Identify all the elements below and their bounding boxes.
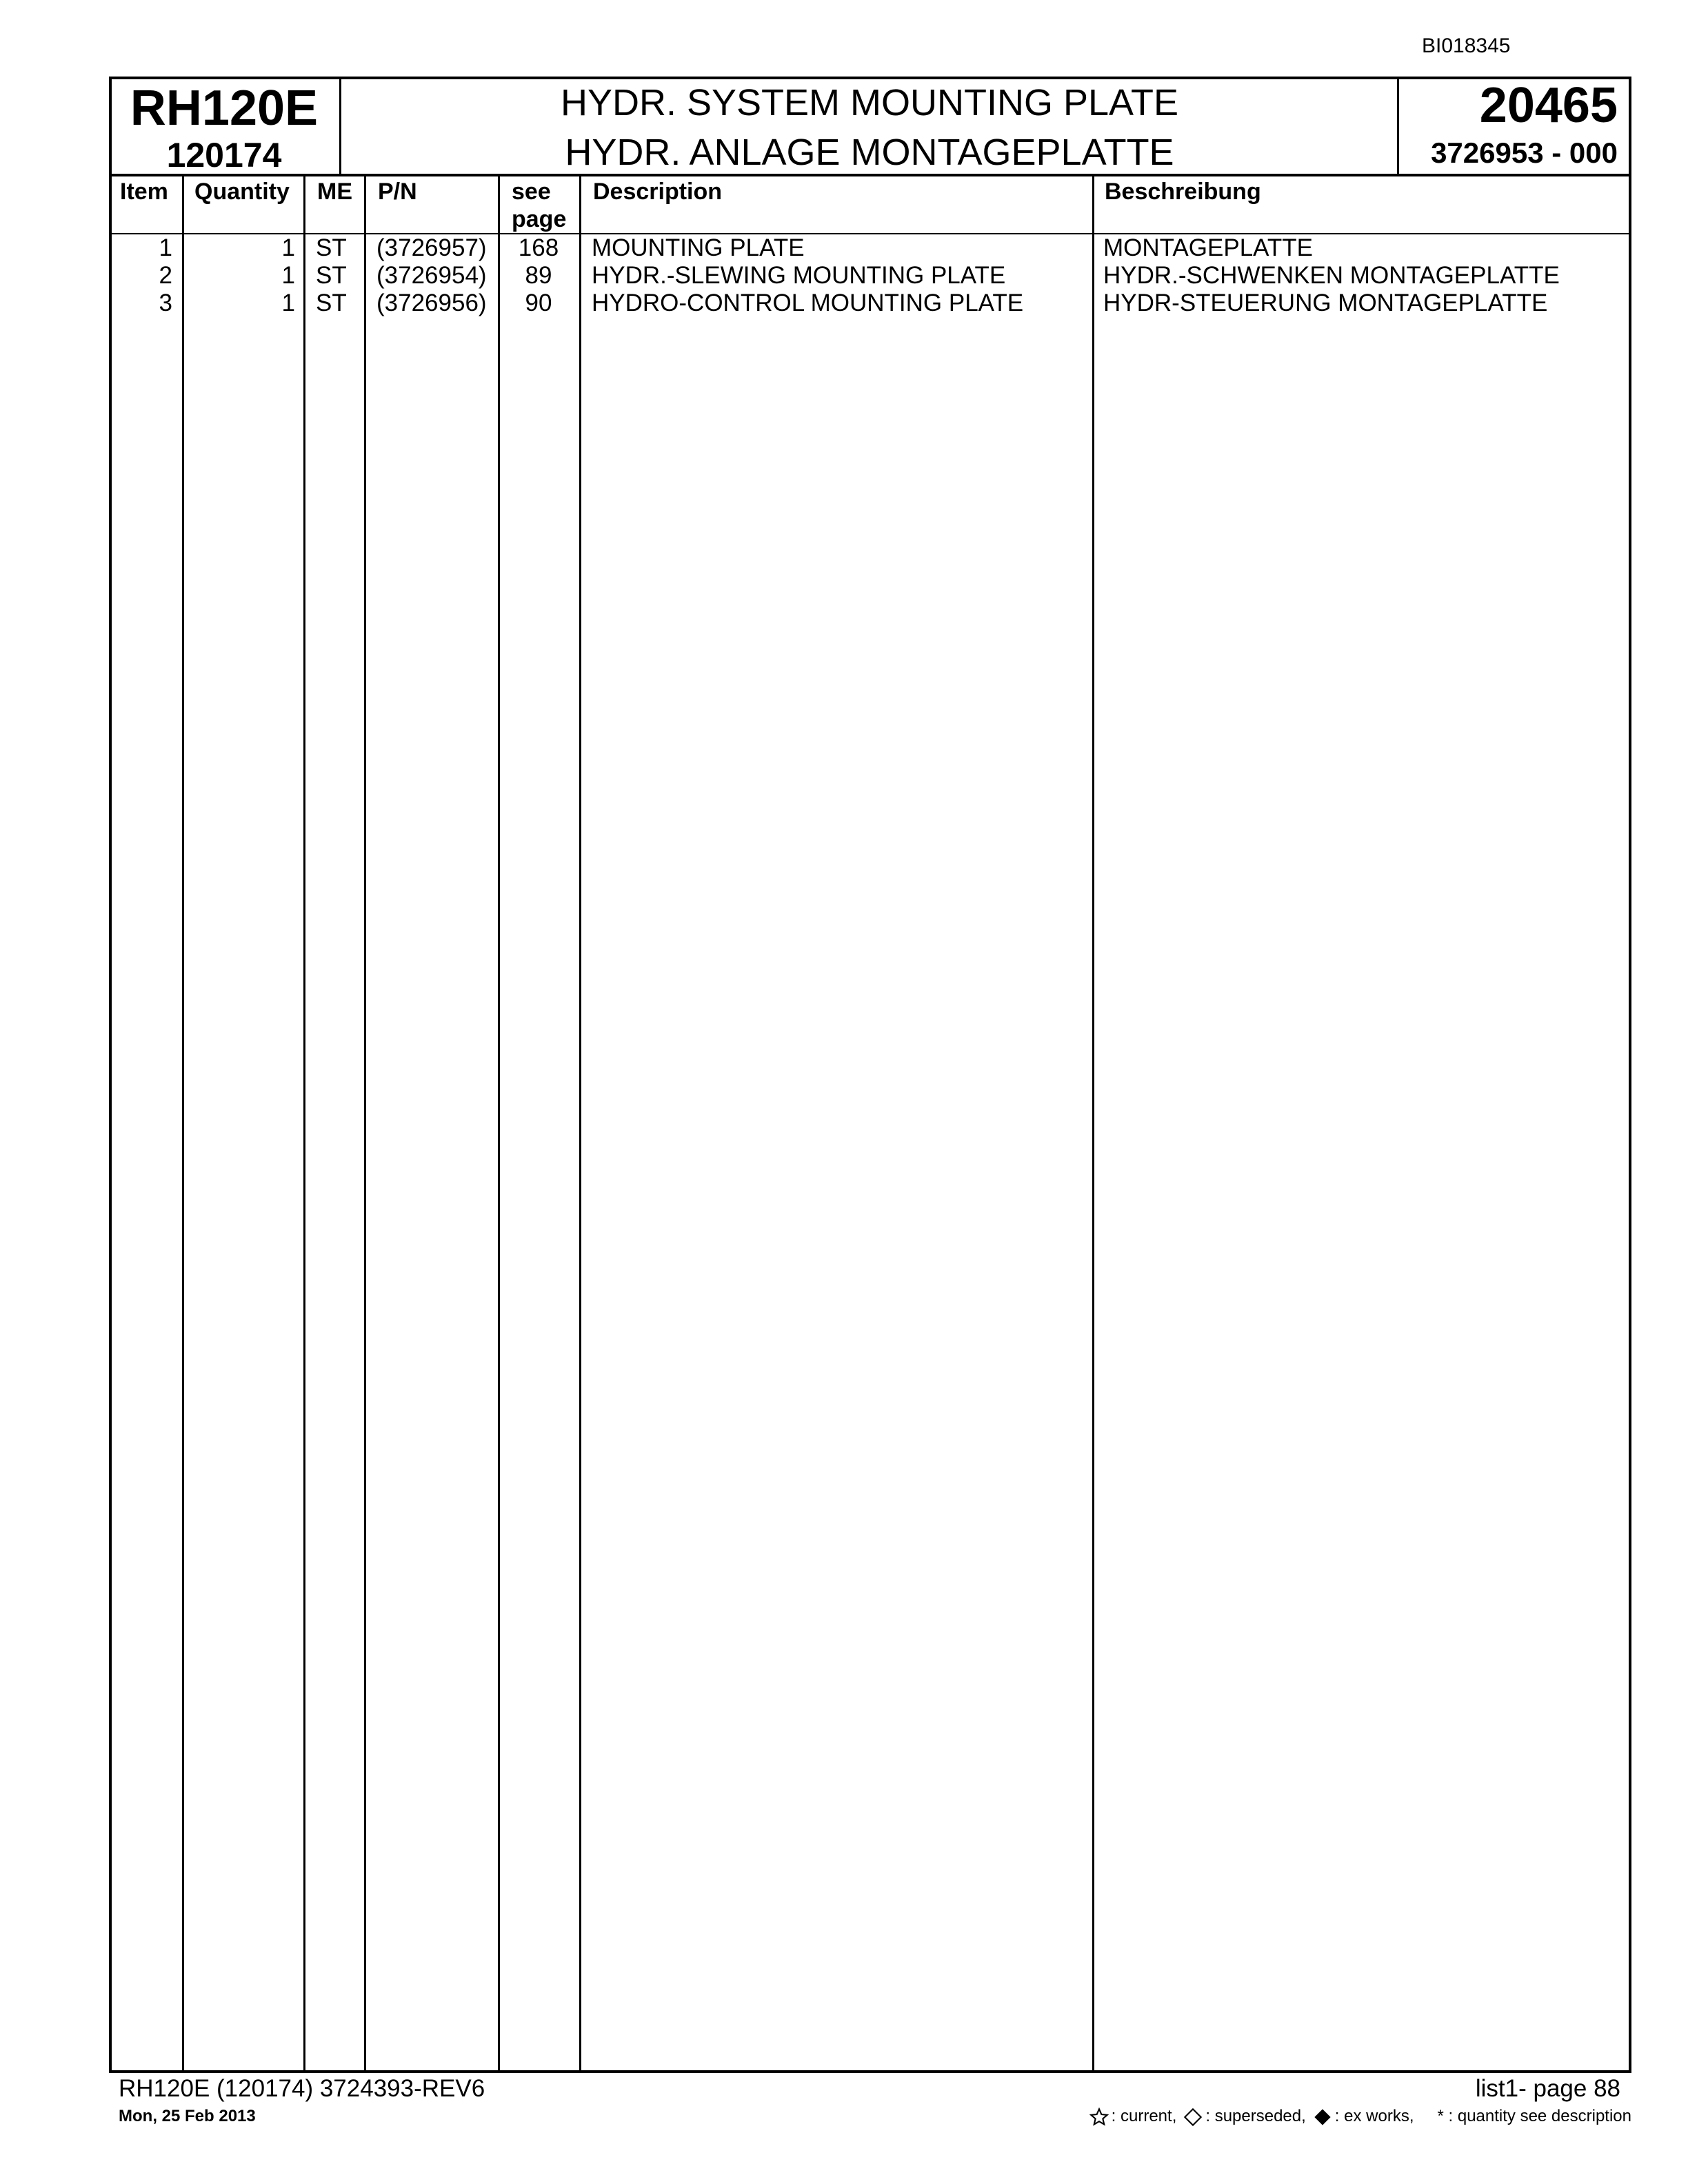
header-left-divider (339, 77, 341, 175)
document-id: BI018345 (1422, 34, 1511, 57)
row-quantity: 1 (281, 290, 295, 316)
title-german: HYDR. ANLAGE MONTAGEPLATTE (565, 132, 1174, 173)
assembly-part-number: 3726953 - 000 (1431, 136, 1618, 169)
col-header-pn: P/N (378, 179, 417, 205)
col-line-quantity (303, 175, 305, 2072)
row-item: 1 (159, 234, 172, 261)
footer-legend (1089, 2107, 1631, 2127)
row-beschreibung: HYDR-STEUERUNG MONTAGEPLATTE (1103, 290, 1548, 316)
title-english: HYDR. SYSTEM MOUNTING PLATE (560, 82, 1179, 123)
footer-document-ref: RH120E (120174) 3724393-REV6 (119, 2075, 485, 2102)
row-pn: (3726954) (376, 262, 487, 289)
machine-model: RH120E (130, 81, 319, 136)
diamond-outline-icon (1183, 2107, 1203, 2127)
footer-date: Mon, 25 Feb 2013 (119, 2107, 256, 2125)
footer-page-label: list1- page 88 (1475, 2075, 1620, 2102)
row-item: 2 (159, 262, 172, 289)
col-header-see: see (512, 179, 551, 205)
legend-ex-works: : ex works, (1334, 2107, 1414, 2126)
col-header-beschreibung: Beschreibung (1105, 179, 1261, 205)
star-outline-icon (1089, 2107, 1109, 2127)
col-header-quantity: Quantity (194, 179, 290, 205)
header-right-divider (1397, 77, 1399, 175)
legend-current: : current, (1111, 2107, 1177, 2126)
col-line-page (579, 175, 581, 2072)
row-description: HYDR.-SLEWING MOUNTING PLATE (592, 262, 1006, 289)
row-quantity: 1 (281, 234, 295, 261)
col-header-description: Description (593, 179, 723, 205)
serial-number: 120174 (166, 136, 282, 174)
col-line-me (364, 175, 366, 2072)
col-header-page: page (512, 206, 567, 232)
row-beschreibung: HYDR.-SCHWENKEN MONTAGEPLATTE (1103, 262, 1560, 289)
legend-quantity: * : quantity see description (1437, 2107, 1631, 2126)
legend-superseded: : superseded, (1205, 2107, 1306, 2126)
row-page: 168 (518, 234, 559, 261)
row-item: 3 (159, 290, 172, 316)
row-me: ST (316, 262, 347, 289)
row-me: ST (316, 290, 347, 316)
row-pn: (3726956) (376, 290, 487, 316)
row-pn: (3726957) (376, 234, 487, 261)
row-description: MOUNTING PLATE (592, 234, 805, 261)
row-page: 89 (525, 262, 552, 289)
parts-list-frame (109, 77, 1631, 2073)
col-line-item (182, 175, 184, 2072)
row-description: HYDRO-CONTROL MOUNTING PLATE (592, 290, 1024, 316)
col-header-me: ME (317, 179, 352, 205)
col-header-item: Item (120, 179, 168, 205)
row-me: ST (316, 234, 347, 261)
group-number: 20465 (1479, 78, 1618, 133)
diamond-filled-icon (1313, 2107, 1332, 2127)
col-line-description (1092, 175, 1094, 2072)
row-page: 90 (525, 290, 552, 316)
row-beschreibung: MONTAGEPLATTE (1103, 234, 1314, 261)
row-quantity: 1 (281, 262, 295, 289)
col-line-pn (498, 175, 500, 2072)
